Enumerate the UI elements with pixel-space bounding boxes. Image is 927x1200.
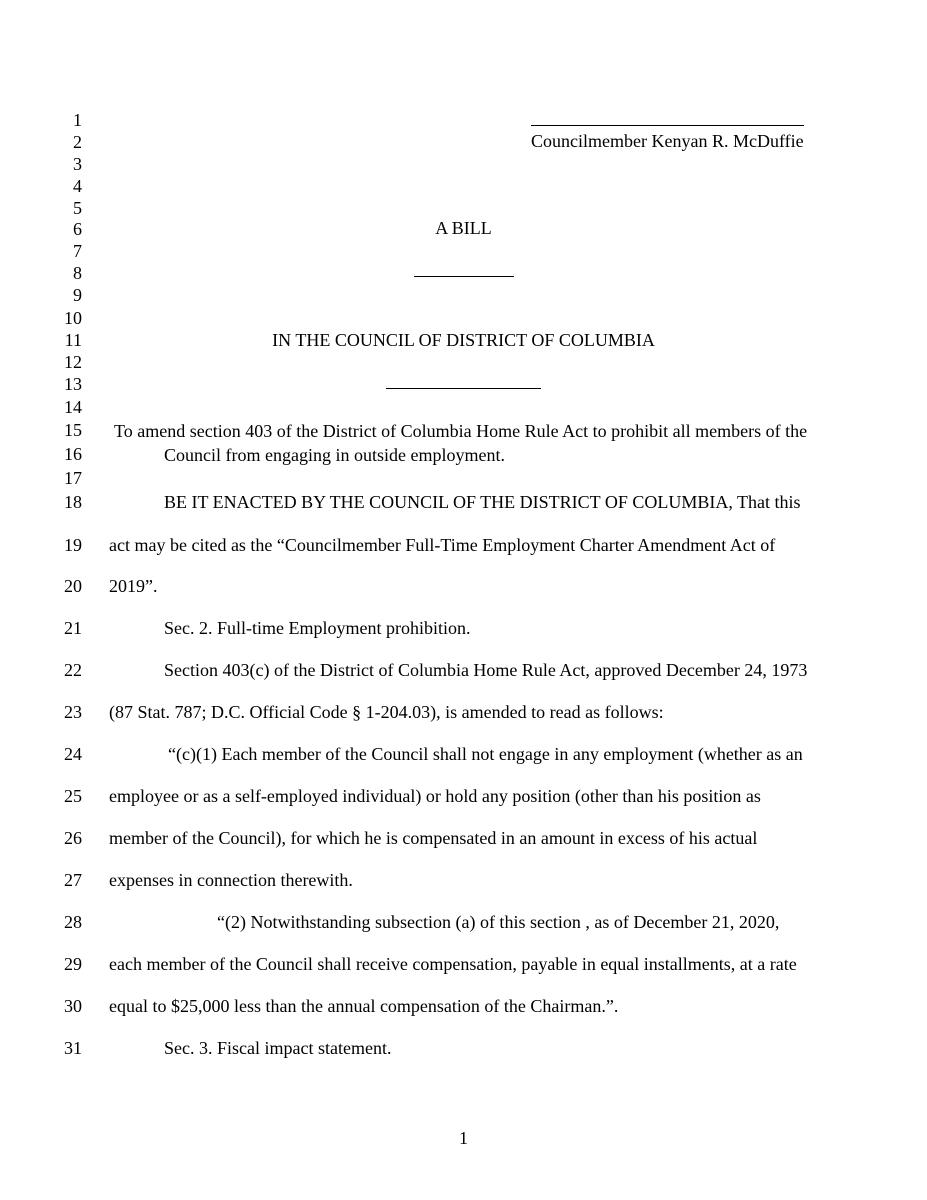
line-number: 6 bbox=[73, 219, 82, 239]
body-line: equal to $25,000 less than the annual compensation of the Chairman.”. bbox=[109, 996, 619, 1016]
line-number: 24 bbox=[64, 744, 82, 764]
body-line: each member of the Council shall receive compensation, payable in equal installments, at a rate bbox=[109, 954, 797, 974]
purpose-line-1: To amend section 403 of the District of Columbia Home Rule Act to prohibit all members of the bbox=[114, 421, 808, 441]
section-heading: Sec. 2. Full-time Employment prohibition. bbox=[164, 618, 471, 638]
date-line bbox=[386, 374, 541, 392]
line-number: 20 bbox=[64, 576, 82, 596]
body-line: “(c)(1) Each member of the Council shall not engage in any employment (whether as an bbox=[168, 744, 803, 764]
bill-title: A BILL bbox=[435, 218, 492, 238]
line-number: 7 bbox=[73, 241, 82, 261]
page-number: 1 bbox=[459, 1128, 468, 1148]
signature-line bbox=[531, 111, 804, 129]
bill-number-line bbox=[414, 262, 514, 280]
line-number: 29 bbox=[64, 954, 82, 974]
line-number: 30 bbox=[64, 996, 82, 1016]
body-line: act may be cited as the “Councilmember Full-Time Employment Charter Amendment Act of bbox=[109, 535, 776, 555]
line-number: 25 bbox=[64, 786, 82, 806]
line-number: 9 bbox=[73, 285, 82, 305]
line-number: 21 bbox=[64, 618, 82, 638]
line-number: 19 bbox=[64, 535, 82, 555]
line-number: 13 bbox=[64, 374, 82, 394]
line-number: 18 bbox=[64, 492, 82, 512]
line-number: 1 bbox=[73, 110, 82, 130]
line-number: 10 bbox=[64, 308, 82, 328]
line-number: 31 bbox=[64, 1038, 82, 1058]
section-heading: Sec. 3. Fiscal impact statement. bbox=[164, 1038, 392, 1058]
line-number: 16 bbox=[64, 444, 82, 464]
body-line: 2019”. bbox=[109, 576, 158, 596]
line-number: 26 bbox=[64, 828, 82, 848]
enacting-clause: BE IT ENACTED BY THE COUNCIL OF THE DISTRICT OF COLUMBIA, That this bbox=[164, 492, 801, 512]
body-line: (87 Stat. 787; D.C. Official Code § 1-204.03), is amended to read as follows: bbox=[109, 702, 664, 722]
line-number: 2 bbox=[73, 132, 82, 152]
line-number: 14 bbox=[64, 397, 82, 417]
line-number: 15 bbox=[64, 420, 82, 440]
line-number: 22 bbox=[64, 660, 82, 680]
body-line: employee or as a self-employed individual) or hold any position (other than his position as bbox=[109, 786, 761, 806]
body-line: “(2) Notwithstanding subsection (a) of this section , as of December 21, 2020, bbox=[217, 912, 780, 932]
line-number: 11 bbox=[64, 330, 82, 350]
purpose-line-2: Council from engaging in outside employment. bbox=[164, 445, 505, 465]
body-line: expenses in connection therewith. bbox=[109, 870, 353, 890]
line-number: 4 bbox=[73, 176, 82, 196]
line-number: 23 bbox=[64, 702, 82, 722]
line-number: 17 bbox=[64, 468, 82, 488]
line-number: 3 bbox=[73, 154, 82, 174]
body-line: member of the Council), for which he is compensated in an amount in excess of his actual bbox=[109, 828, 758, 848]
body-line: Section 403(c) of the District of Columbia Home Rule Act, approved December 24, 1973 bbox=[164, 660, 808, 680]
line-number: 12 bbox=[64, 352, 82, 372]
line-number: 8 bbox=[73, 263, 82, 283]
line-number: 27 bbox=[64, 870, 82, 890]
sponsor-name: Councilmember Kenyan R. McDuffie bbox=[531, 131, 804, 151]
line-number: 5 bbox=[73, 198, 82, 218]
council-heading: IN THE COUNCIL OF DISTRICT OF COLUMBIA bbox=[272, 330, 655, 350]
line-number: 28 bbox=[64, 912, 82, 932]
